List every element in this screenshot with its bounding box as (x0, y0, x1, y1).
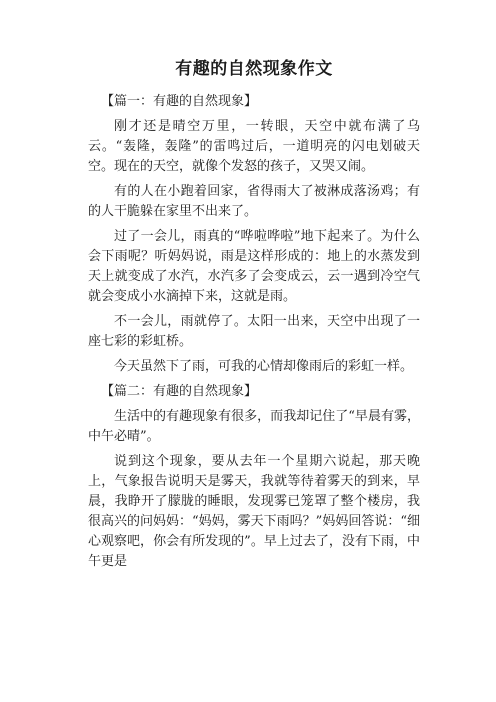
paragraph: 说到这个现象，要从去年一个星期六说起，那天晚上，气象报告说明天是雾天，我就等待着雾天的到来，早晨，我睁开了朦胧的睡眼，发现雾已笼罩了整个楼房，我很高兴的问妈妈：“妈妈，雾天下雨吗？”妈妈回答说：“细心观察吧，你会有所发现的”。早上过去了，没有下雨，中午更是 (88, 454, 420, 569)
paragraph: 刚才还是晴空万里，一转眼，天空中就布满了乌云。“轰隆，轰隆”的雷鸣过后，一道明亮的闪电划破天空。现在的天空，就像个发怒的孩子，又哭又闹。 (88, 119, 420, 174)
paragraph: 过了一会儿，雨真的“哗啦哗啦”地下起来了。为什么会下雨呢？听妈妈说，雨是这样形成的：地上的水蒸发到天上就变成了水汽，水汽多了会变成云，云一遇到冷空气就会变成小水滴掉下来，这就是雨。 (88, 229, 420, 304)
section-heading: 【篇一：有趣的自然现象】 (101, 94, 258, 109)
document-page (88, 56, 420, 577)
paragraph: 不一会儿，雨就停了。太阳一出来，天空中出现了一座七彩的彩虹桥。 (88, 314, 420, 349)
section-heading: 【篇二：有趣的自然现象】 (101, 384, 258, 399)
paragraph: 生活中的有趣现象有很多，而我却记住了“早晨有雾，中午必晴”。 (88, 409, 420, 444)
section-two (88, 382, 420, 572)
section-one (88, 92, 420, 377)
paragraph: 今天虽然下了雨，可我的心情却像雨后的彩虹一样。 (114, 359, 414, 374)
paragraph: 有的人在小跑着回家，省得雨大了被淋成落汤鸡；有的人干脆躲在家里不出来了。 (88, 184, 420, 219)
document-title: 有趣的自然现象作文 (175, 59, 333, 79)
